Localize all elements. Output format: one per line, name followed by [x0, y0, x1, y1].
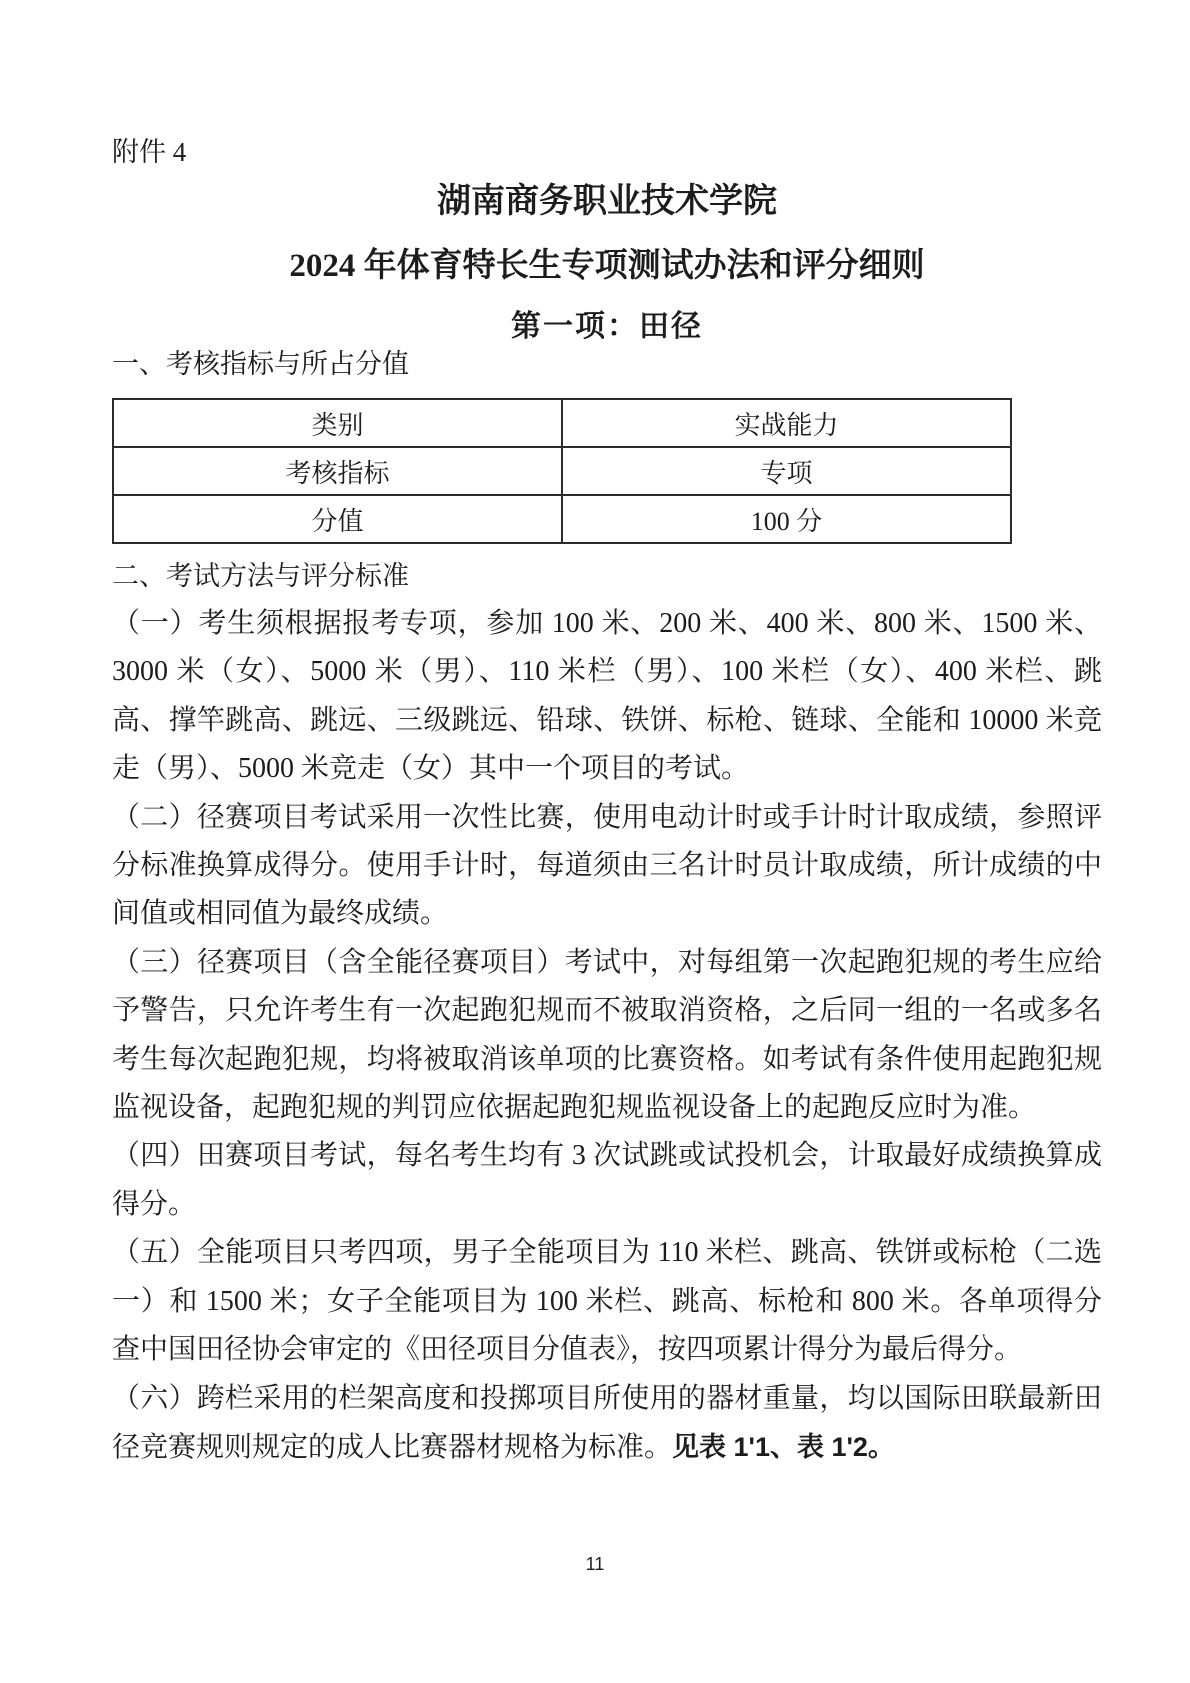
table-row: [113, 447, 1011, 495]
page-number: 11: [585, 1554, 605, 1574]
table-cell-score-value: 100 分: [562, 495, 1011, 543]
table-row: [113, 495, 1011, 543]
table-cell-category-value: 实战能力: [562, 399, 1011, 447]
table-row: [113, 399, 1011, 447]
table-cell-indicator-value: 专项: [562, 447, 1011, 495]
paragraph-2: （二）径赛项目考试采用一次性比赛，使用电动计时或手计时计取成绩，参照评分标准换算成得分。使用手计时，每道须由三名计时员计取成绩，所计成绩的中间值或相同值为最终成绩。: [112, 801, 1102, 930]
document-subtitle: 2024 年体育特长生专项测试办法和评分细则: [289, 248, 925, 284]
paragraph-6-text: （六）跨栏采用的栏架高度和投掷项目所使用的器材重量，均以国际田联最新田径竞赛规则规定的成人比赛器材规格为标准。: [112, 1382, 1102, 1463]
paragraph-5: （五）全能项目只考四项，男子全能项目为 110 米栏、跳高、铁饼或标枪（二选一）和 1500 米；女子全能项目为 100 米栏、跳高、标枪和 800 米。各单项得分查中国田径协会审定的《田径项目分值表》，按四项累计得分为最后得分。: [112, 1237, 1102, 1366]
document-title: 湖南商务职业技术学院: [437, 183, 777, 220]
table-reference: 见表 1'1、表 1'2。: [672, 1431, 895, 1462]
table-cell-indicator-label: 考核指标: [113, 447, 562, 495]
methods-heading: 二、考试方法与评分标准: [112, 561, 409, 591]
indicators-table: [112, 398, 1012, 544]
table-cell-score-label: 分值: [113, 495, 562, 543]
paragraph-1: （一）考生须根据报考专项，参加 100 米、200 米、400 米、800 米、1500 米、3000 米（女）、5000 米（男）、110 米栏（男）、100 米栏（女）、400 米栏、跳高、撑竿跳高、跳远、三级跳远、铅球、铁饼、标枪、链球、全能和 10000 米竞走（男）、5000 米竞走（女）其中一个项目的考试。: [112, 608, 1102, 785]
attachment-label: 附件 4: [112, 137, 187, 167]
section-heading: 第一项：田径: [511, 310, 703, 343]
table-cell-category-label: 类别: [113, 399, 562, 447]
paragraph-6: [112, 1375, 1102, 1473]
indicators-heading: 一、考核指标与所占分值: [112, 349, 409, 379]
paragraph-3: （三）径赛项目（含全能径赛项目）考试中，对每组第一次起跑犯规的考生应给予警告，只允许考生有一次起跑犯规而不被取消资格，之后同一组的一名或多名考生每次起跑犯规，均将被取消该单项的比赛资格。如考试有条件使用起跑犯规监视设备，起跑犯规的判罚应依据起跑犯规监视设备上的起跑反应时为准。: [112, 946, 1102, 1124]
paragraph-4: （四）田赛项目考试，每名考生均有 3 次试跳或试投机会，计取最好成绩换算成得分。: [112, 1140, 1102, 1220]
